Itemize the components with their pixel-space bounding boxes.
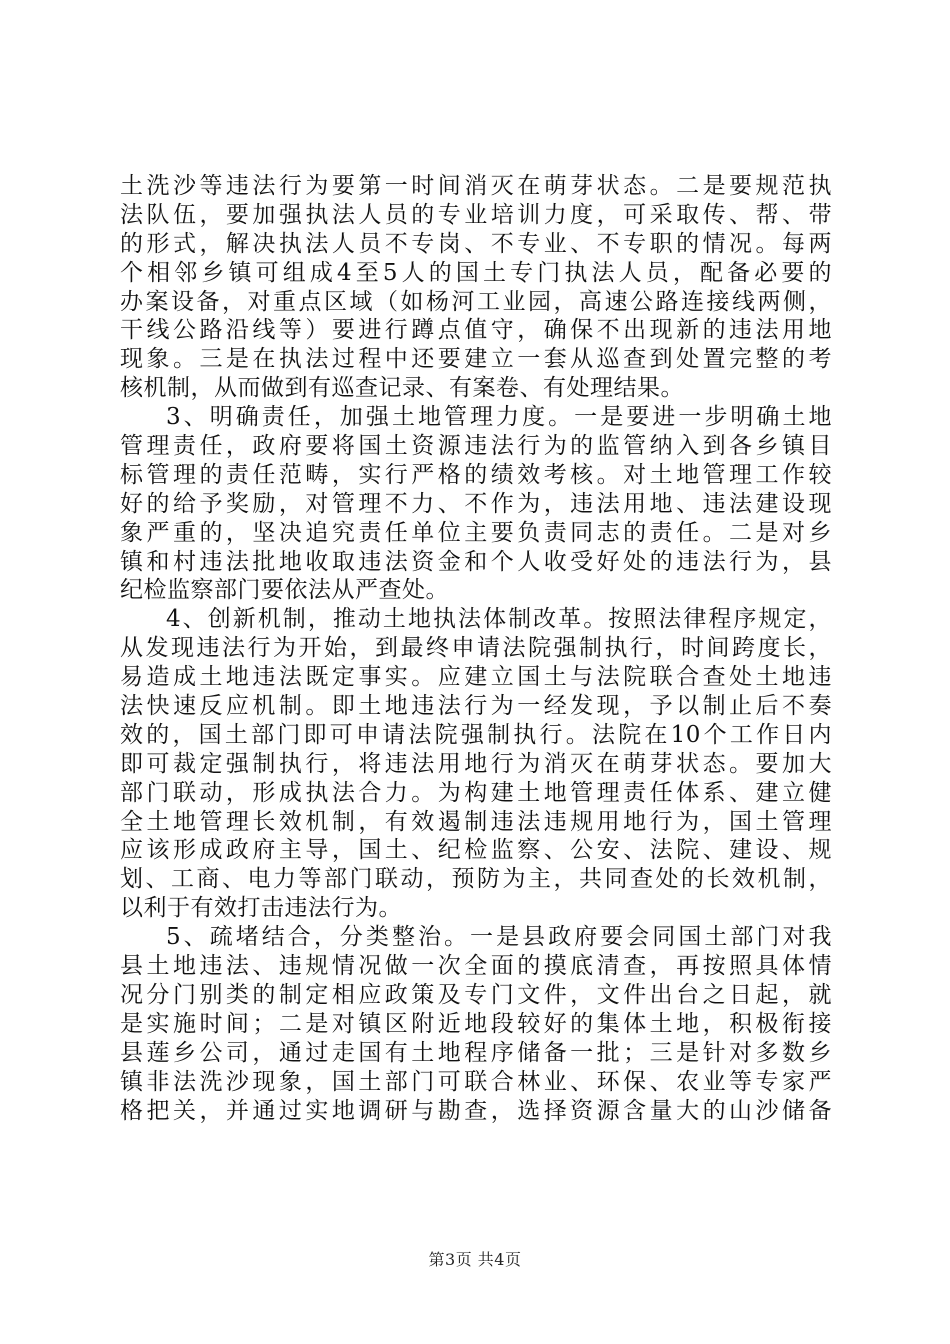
text-line: 县土地违法、违规情况做一次全面的摸底清查，再按照具体情	[120, 953, 832, 980]
text-line: 是实施时间；二是对镇区附近地段较好的集体土地，积极衔接	[120, 1010, 832, 1037]
text-line: 以利于有效打击违法行为。	[120, 895, 402, 922]
text-line: 全土地管理长效机制，有效遏制违法违规用地行为，国土管理	[120, 808, 832, 835]
text-line: 镇非法洗沙现象，国土部门可联合林业、环保、农业等专家严	[120, 1068, 832, 1095]
page-footer: 第3页 共4页	[428, 1250, 522, 1269]
text-line: 法队伍，要加强执法人员的专业培训力度，可采取传、帮、带	[120, 201, 832, 228]
text-line: 划、工商、电力等部门联动，预防为主，共同查处的长效机制，	[120, 866, 832, 893]
text-line: 的形式，解决执法人员不专岗、不专业、不专职的情况。每两	[120, 230, 832, 257]
text-line: 易造成土地违法既定事实。应建立国土与法院联合查处土地违	[120, 664, 832, 691]
text-line: 部门联动，形成执法合力。为构建土地管理责任体系、建立健	[120, 779, 832, 806]
text-line: 办案设备，对重点区域（如杨河工业园，高速公路连接线两侧，	[120, 288, 832, 315]
text-line: 土洗沙等违法行为要第一时间消灭在萌芽状态。二是要规范执	[120, 173, 832, 199]
text-line: 纪检监察部门要依法从严查处。	[120, 577, 449, 604]
text-line: 4、创新机制，推动土地执法体制改革。按照法律程序规定，	[166, 606, 832, 633]
text-line: 个相邻乡镇可组成4至5人的国土专门执法人员，配备必要的	[120, 259, 832, 286]
document-body	[120, 172, 832, 1125]
text-line: 即可裁定强制执行，将违法用地行为消灭在萌芽状态。要加大	[120, 750, 832, 777]
text-line: 格把关，并通过实地调研与勘查，选择资源含量大的山沙储备	[120, 1097, 832, 1124]
text-line: 法快速反应机制。即土地违法行为一经发现，予以制止后不奏	[120, 693, 832, 720]
text-line: 县莲乡公司，通过走国有土地程序储备一批；三是针对多数乡	[120, 1039, 832, 1066]
text-line: 3、明确责任，加强土地管理力度。一是要进一步明确土地	[166, 404, 832, 431]
text-line: 标管理的责任范畴，实行严格的绩效考核。对土地管理工作较	[120, 461, 832, 488]
text-line: 5、疏堵结合，分类整治。一是县政府要会同国土部门对我	[166, 924, 832, 951]
text-line: 效的，国土部门即可申请法院强制执行。法院在10个工作日内	[120, 721, 832, 748]
text-line: 现象。三是在执法过程中还要建立一套从巡查到处置完整的考	[120, 346, 832, 373]
text-line: 镇和村违法批地收取违法资金和个人收受好处的违法行为，县	[120, 548, 832, 575]
text-line: 干线公路沿线等）要进行蹲点值守，确保不出现新的违法用地	[120, 317, 832, 344]
text-line: 象严重的，坚决追究责任单位主要负责同志的责任。二是对乡	[120, 519, 832, 546]
text-line: 好的给予奖励，对管理不力、不作为，违法用地、违法建设现	[120, 490, 832, 517]
text-line: 况分门别类的制定相应政策及专门文件，文件出台之日起，就	[120, 981, 832, 1008]
text-line: 管理责任，政府要将国土资源违法行为的监管纳入到各乡镇目	[120, 433, 832, 460]
text-line: 核机制，从而做到有巡查记录、有案卷、有处理结果。	[120, 375, 684, 402]
text-line: 从发现违法行为开始，到最终申请法院强制执行，时间跨度长，	[120, 635, 832, 662]
text-line: 应该形成政府主导，国土、纪检监察、公安、法院、建设、规	[120, 837, 832, 864]
